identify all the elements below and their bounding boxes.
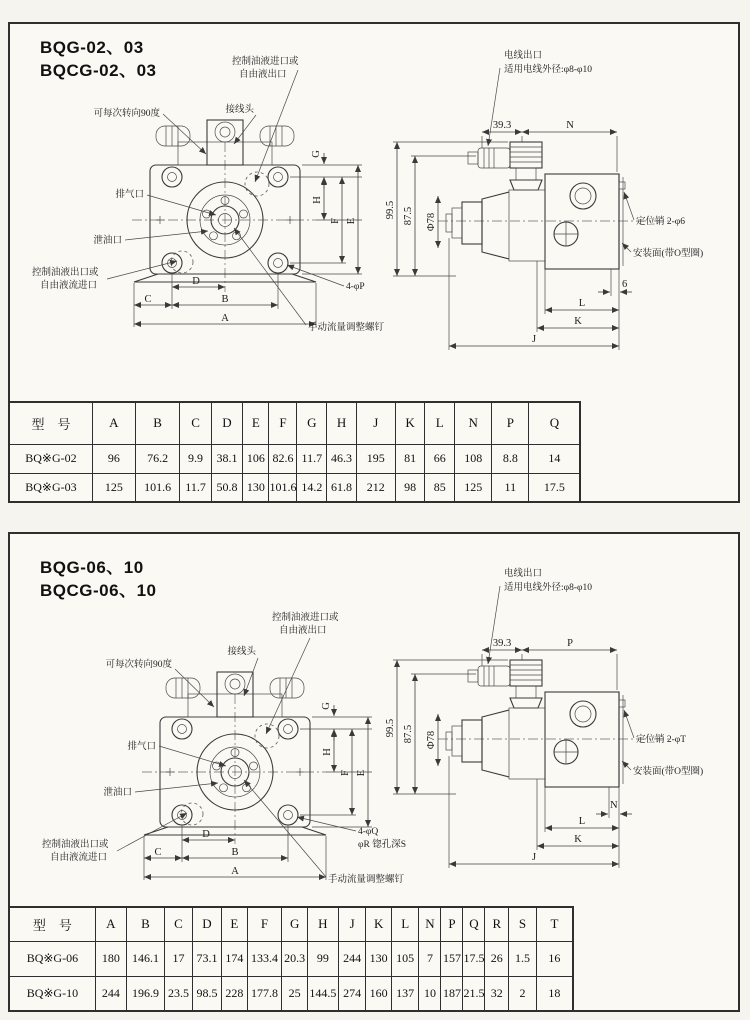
table-row (9, 444, 580, 473)
vent-label: 排气口 (127, 742, 156, 752)
dim-D: D (192, 276, 200, 287)
table-row (9, 473, 580, 502)
dim-E: E (356, 769, 367, 777)
dim-offset-N: N (610, 800, 618, 811)
panel1-drawing (10, 24, 738, 402)
dim-B: B (231, 847, 239, 858)
dim-cell: 9.9 (180, 444, 211, 473)
dim-offset: 6 (622, 279, 628, 290)
dim-cell: 32 (485, 976, 509, 1011)
ctrl-out-label-1: 控制油液出口或 (42, 840, 109, 850)
dim-cell: 46.3 (327, 444, 357, 473)
mount-label: 安装面(带O型圈) (633, 249, 704, 259)
panel2-front-view (42, 611, 406, 885)
ctrl-in-label-2: 自由液出口 (279, 626, 327, 636)
col-header-model: 型 号 (9, 907, 95, 941)
col-header: Q (463, 907, 485, 941)
dim-cell: 101.6 (269, 473, 297, 502)
dim-39-3: 39.3 (492, 638, 512, 649)
col-header: A (92, 402, 135, 444)
dim-H: H (312, 196, 323, 204)
dim-cell: 125 (92, 473, 135, 502)
pin-label: 定位销 2-φT (636, 735, 687, 745)
dim-cell: 187 (441, 976, 463, 1011)
rotate90-label: 可每次转向90度 (105, 660, 172, 670)
screw-label: 手动流量调整螺钉 (328, 875, 405, 885)
dim-cell: 274 (338, 976, 366, 1011)
dim-K: K (574, 316, 582, 327)
panel2-dimension-table (8, 906, 574, 1012)
dim-cell: 228 (222, 976, 247, 1011)
terminal-label: 接线头 (225, 105, 254, 115)
dim-cell: 8.8 (492, 444, 529, 473)
dim-B: B (221, 294, 229, 305)
dim-phi78: Φ78 (426, 730, 437, 750)
dim-cell: 160 (366, 976, 391, 1011)
dim-cell: 7 (419, 941, 441, 976)
panel1-front-view (32, 55, 385, 333)
dim-L: L (578, 816, 586, 827)
dim-cell: 17 (165, 941, 193, 976)
col-header-model: 型 号 (9, 402, 92, 444)
dim-cell: 195 (356, 444, 395, 473)
dim-87-5: 87.5 (403, 724, 414, 744)
wire-label-1: 电线出口 (504, 569, 543, 579)
col-header: D (211, 402, 242, 444)
panel1-title-line1: BQG-02、03 (40, 38, 144, 57)
model-cell: BQ※G-03 (9, 473, 92, 502)
dim-cell: 18 (536, 976, 573, 1011)
wire-label-2: 适用电线外径:φ8-φ10 (504, 583, 593, 593)
dim-cell: 2 (509, 976, 537, 1011)
dim-cell: 98 (395, 473, 425, 502)
dim-J: J (531, 334, 537, 345)
panel2-side-view (385, 567, 703, 868)
dim-cell: 11 (492, 473, 529, 502)
dim-N: N (566, 120, 574, 131)
col-header: H (307, 907, 338, 941)
dim-F: F (330, 218, 341, 224)
dim-F: F (340, 770, 351, 776)
dim-L: L (578, 298, 586, 309)
dim-cell: 244 (338, 941, 366, 976)
ctrl-out-label-1: 控制油液出口或 (32, 268, 99, 278)
col-header: K (366, 907, 391, 941)
dim-cell: 17.5 (529, 473, 581, 502)
dim-cell: 17.5 (463, 941, 485, 976)
dim-cell: 125 (455, 473, 492, 502)
col-header: J (338, 907, 366, 941)
dim-G: G (321, 702, 332, 710)
table-row (9, 976, 573, 1011)
ctrl-in-label-2: 自由液出口 (239, 70, 287, 80)
dim-cell: 23.5 (165, 976, 193, 1011)
panel2-title-line2: BQCG-06、10 (40, 581, 157, 600)
dim-cell: 61.8 (327, 473, 357, 502)
dim-cell: 11.7 (180, 473, 211, 502)
col-header: E (222, 907, 247, 941)
panel2-drawing (10, 534, 738, 907)
table-header-row (9, 402, 580, 444)
dim-cell: 157 (441, 941, 463, 976)
dim-cell: 130 (243, 473, 269, 502)
dim-E: E (346, 217, 357, 225)
dim-G: G (311, 150, 322, 158)
dim-cell: 180 (95, 941, 126, 976)
col-header: F (269, 402, 297, 444)
screw-label: 手动流量调整螺钉 (308, 323, 385, 333)
dim-phi78: Φ78 (426, 212, 437, 232)
model-cell: BQ※G-02 (9, 444, 92, 473)
vent-label: 排气口 (115, 190, 144, 200)
rotate90-label: 可每次转向90度 (93, 109, 160, 119)
dim-cell: 196.9 (126, 976, 164, 1011)
wire-label-1: 电线出口 (504, 51, 543, 61)
panel1-side-view (385, 49, 703, 350)
dim-C: C (154, 847, 162, 858)
dim-cell: 26 (485, 941, 509, 976)
dim-cell: 130 (366, 941, 391, 976)
drain-label: 泄油口 (93, 236, 122, 246)
dim-87-5: 87.5 (403, 206, 414, 226)
dim-cell: 85 (425, 473, 455, 502)
hidden-port-top (245, 172, 269, 196)
col-header: H (327, 402, 357, 444)
mount-label: 安装面(带O型圈) (633, 767, 704, 777)
col-header: J (356, 402, 395, 444)
dim-cell: 10 (419, 976, 441, 1011)
ctrl-out-label-2: 自由液流进口 (50, 853, 108, 863)
dim-cell: 38.1 (211, 444, 242, 473)
col-header: L (425, 402, 455, 444)
col-header: G (297, 402, 327, 444)
col-header: L (391, 907, 419, 941)
holes-label: 4-φP (346, 282, 365, 292)
dim-cell: 98.5 (192, 976, 221, 1011)
dim-C: C (144, 294, 152, 305)
dim-cell: 50.8 (211, 473, 242, 502)
dim-cell: 73.1 (192, 941, 221, 976)
holes-label-1: 4-φQ (358, 827, 379, 837)
dim-cell: 25 (282, 976, 307, 1011)
col-header: S (509, 907, 537, 941)
col-header: N (455, 402, 492, 444)
col-header: G (282, 907, 307, 941)
dim-cell: 16 (536, 941, 573, 976)
dim-cell: 96 (92, 444, 135, 473)
dim-cell: 106 (243, 444, 269, 473)
panel1-title-line2: BQCG-02、03 (40, 61, 157, 80)
dim-cell: 21.5 (463, 976, 485, 1011)
dim-D: D (202, 829, 210, 840)
model-cell: BQ※G-06 (9, 941, 95, 976)
dim-P: P (567, 638, 573, 649)
dim-cell: 82.6 (269, 444, 297, 473)
dim-cell: 1.5 (509, 941, 537, 976)
dim-cell: 137 (391, 976, 419, 1011)
dim-cell: 14.2 (297, 473, 327, 502)
dim-cell: 212 (356, 473, 395, 502)
dim-A: A (231, 866, 239, 877)
wire-label-2: 适用电线外径:φ8-φ10 (504, 65, 593, 75)
col-header: B (126, 907, 164, 941)
dim-99-5: 99.5 (385, 200, 396, 220)
pin-label: 定位销 2-φ6 (636, 217, 686, 227)
col-header: B (135, 402, 180, 444)
dim-cell: 244 (95, 976, 126, 1011)
dim-cell: 146.1 (126, 941, 164, 976)
dim-cell: 81 (395, 444, 425, 473)
col-header: A (95, 907, 126, 941)
ctrl-in-label-1: 控制油液进口或 (272, 613, 339, 623)
dim-cell: 144.5 (307, 976, 338, 1011)
col-header: P (492, 402, 529, 444)
col-header: N (419, 907, 441, 941)
panel1-dimension-table (8, 401, 581, 503)
col-header: C (165, 907, 193, 941)
panel-bqg-02-03 (8, 22, 740, 503)
holes-label-2: φR 锪孔深S (358, 840, 406, 850)
dim-cell: 105 (391, 941, 419, 976)
table-header-row (9, 907, 573, 941)
dim-cell: 11.7 (297, 444, 327, 473)
col-header: C (180, 402, 211, 444)
col-header: E (243, 402, 269, 444)
dim-cell: 99 (307, 941, 338, 976)
ctrl-out-label-2: 自由液流进口 (40, 281, 98, 291)
dim-K: K (574, 834, 582, 845)
dim-cell: 174 (222, 941, 247, 976)
panel2-title-line1: BQG-06、10 (40, 558, 144, 577)
col-header: D (192, 907, 221, 941)
ctrl-in-label-1: 控制油液进口或 (232, 57, 299, 67)
col-header: T (536, 907, 573, 941)
dim-cell: 101.6 (135, 473, 180, 502)
terminal-label: 接线头 (227, 647, 256, 657)
dim-99-5: 99.5 (385, 718, 396, 738)
col-header: Q (529, 402, 581, 444)
col-header: F (247, 907, 282, 941)
dim-cell: 20.3 (282, 941, 307, 976)
col-header: R (485, 907, 509, 941)
model-cell: BQ※G-10 (9, 976, 95, 1011)
col-header: P (441, 907, 463, 941)
dim-cell: 66 (425, 444, 455, 473)
dim-cell: 108 (455, 444, 492, 473)
dim-J: J (531, 852, 537, 863)
dim-H: H (322, 748, 333, 756)
hidden-port-top (255, 724, 279, 748)
col-header: K (395, 402, 425, 444)
drain-label: 泄油口 (103, 788, 132, 798)
dim-A: A (221, 313, 229, 324)
dim-39-3: 39.3 (492, 120, 512, 131)
dim-cell: 133.4 (247, 941, 282, 976)
dim-cell: 14 (529, 444, 581, 473)
panel-bqg-06-10 (8, 532, 740, 1012)
dim-cell: 177.8 (247, 976, 282, 1011)
table-row (9, 941, 573, 976)
dim-cell: 76.2 (135, 444, 180, 473)
